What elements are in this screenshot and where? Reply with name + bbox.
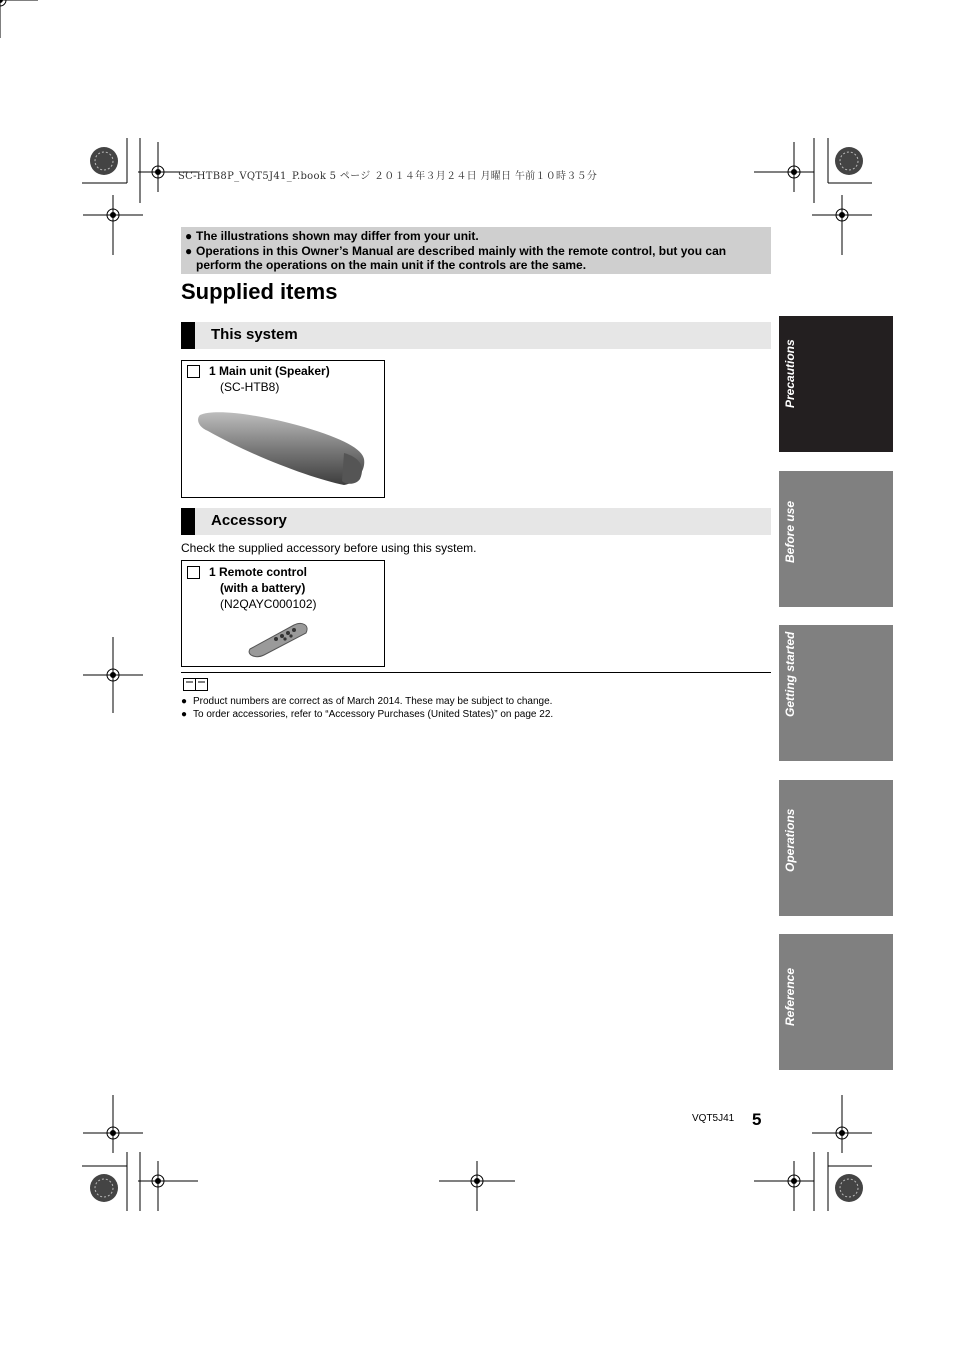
tab-precautions[interactable] — [779, 316, 893, 452]
note-item: To order accessories, refer to “Accessory Purchases (United States)” on page 22. — [193, 709, 554, 720]
section-heading: Accessory — [211, 512, 287, 529]
notice-item: Operations in this Owner’s Manual are described mainly with the remote control, but you can perform the operations on the main unit if the controls are the same. — [196, 243, 727, 272]
document-code: VQT5J41 — [692, 1113, 735, 1124]
tab-label: Operations — [783, 808, 797, 872]
tab-label: Reference — [783, 967, 797, 1026]
item-remote-control — [181, 560, 385, 667]
notes: ● Product numbers are correct as of March 2014. These may be subject to change. ● To order accessories, refer to “Accessory Purchases (United States)” on page 22. — [181, 696, 554, 720]
note-item: Product numbers are correct as of March 2014. These may be subject to change. — [193, 696, 553, 707]
tab-before-use[interactable] — [779, 471, 893, 607]
notice-item: The illustrations shown may differ from your unit. — [196, 229, 479, 243]
accessory-intro: Check the supplied accessory before using this system. — [181, 541, 477, 555]
notice-box: ● The illustrations shown may differ from your unit. ● Operations in this Owner’s Manual are described mainly with the remote control, but you can perform the operations on the main unit if the controls are the same. — [181, 227, 771, 274]
tab-label: Before use — [783, 500, 797, 563]
tab-label: Getting started — [783, 631, 797, 717]
tab-label: Precautions — [783, 339, 797, 408]
remote-illustration — [244, 619, 314, 659]
tab-reference[interactable] — [779, 934, 893, 1070]
item-detail: (with a battery) — [220, 581, 306, 595]
item-model: (N2QAYC000102) — [220, 597, 317, 611]
book-icon — [183, 678, 209, 691]
item-main-unit — [181, 360, 385, 498]
tab-getting-started[interactable] — [779, 625, 893, 761]
speaker-illustration — [194, 407, 369, 487]
item-name: 1 Main unit (Speaker) — [209, 364, 330, 378]
print-header: SC-HTB8P_VQT5J41_P.book 5 ページ ２０１４年３月２４日 月曜日 午前１０時３５分 — [178, 171, 598, 182]
item-name: 1 Remote control — [209, 565, 308, 579]
tab-operations[interactable] — [779, 780, 893, 916]
section-this-system — [181, 322, 771, 349]
section-heading: This system — [211, 326, 298, 343]
page-number: 5 — [752, 1110, 762, 1129]
checkbox[interactable] — [187, 566, 200, 579]
section-accessory — [181, 508, 771, 535]
checkbox[interactable] — [187, 365, 200, 378]
page-title: Supplied items — [181, 279, 338, 304]
divider — [181, 672, 771, 673]
item-model: (SC-HTB8) — [220, 380, 280, 394]
